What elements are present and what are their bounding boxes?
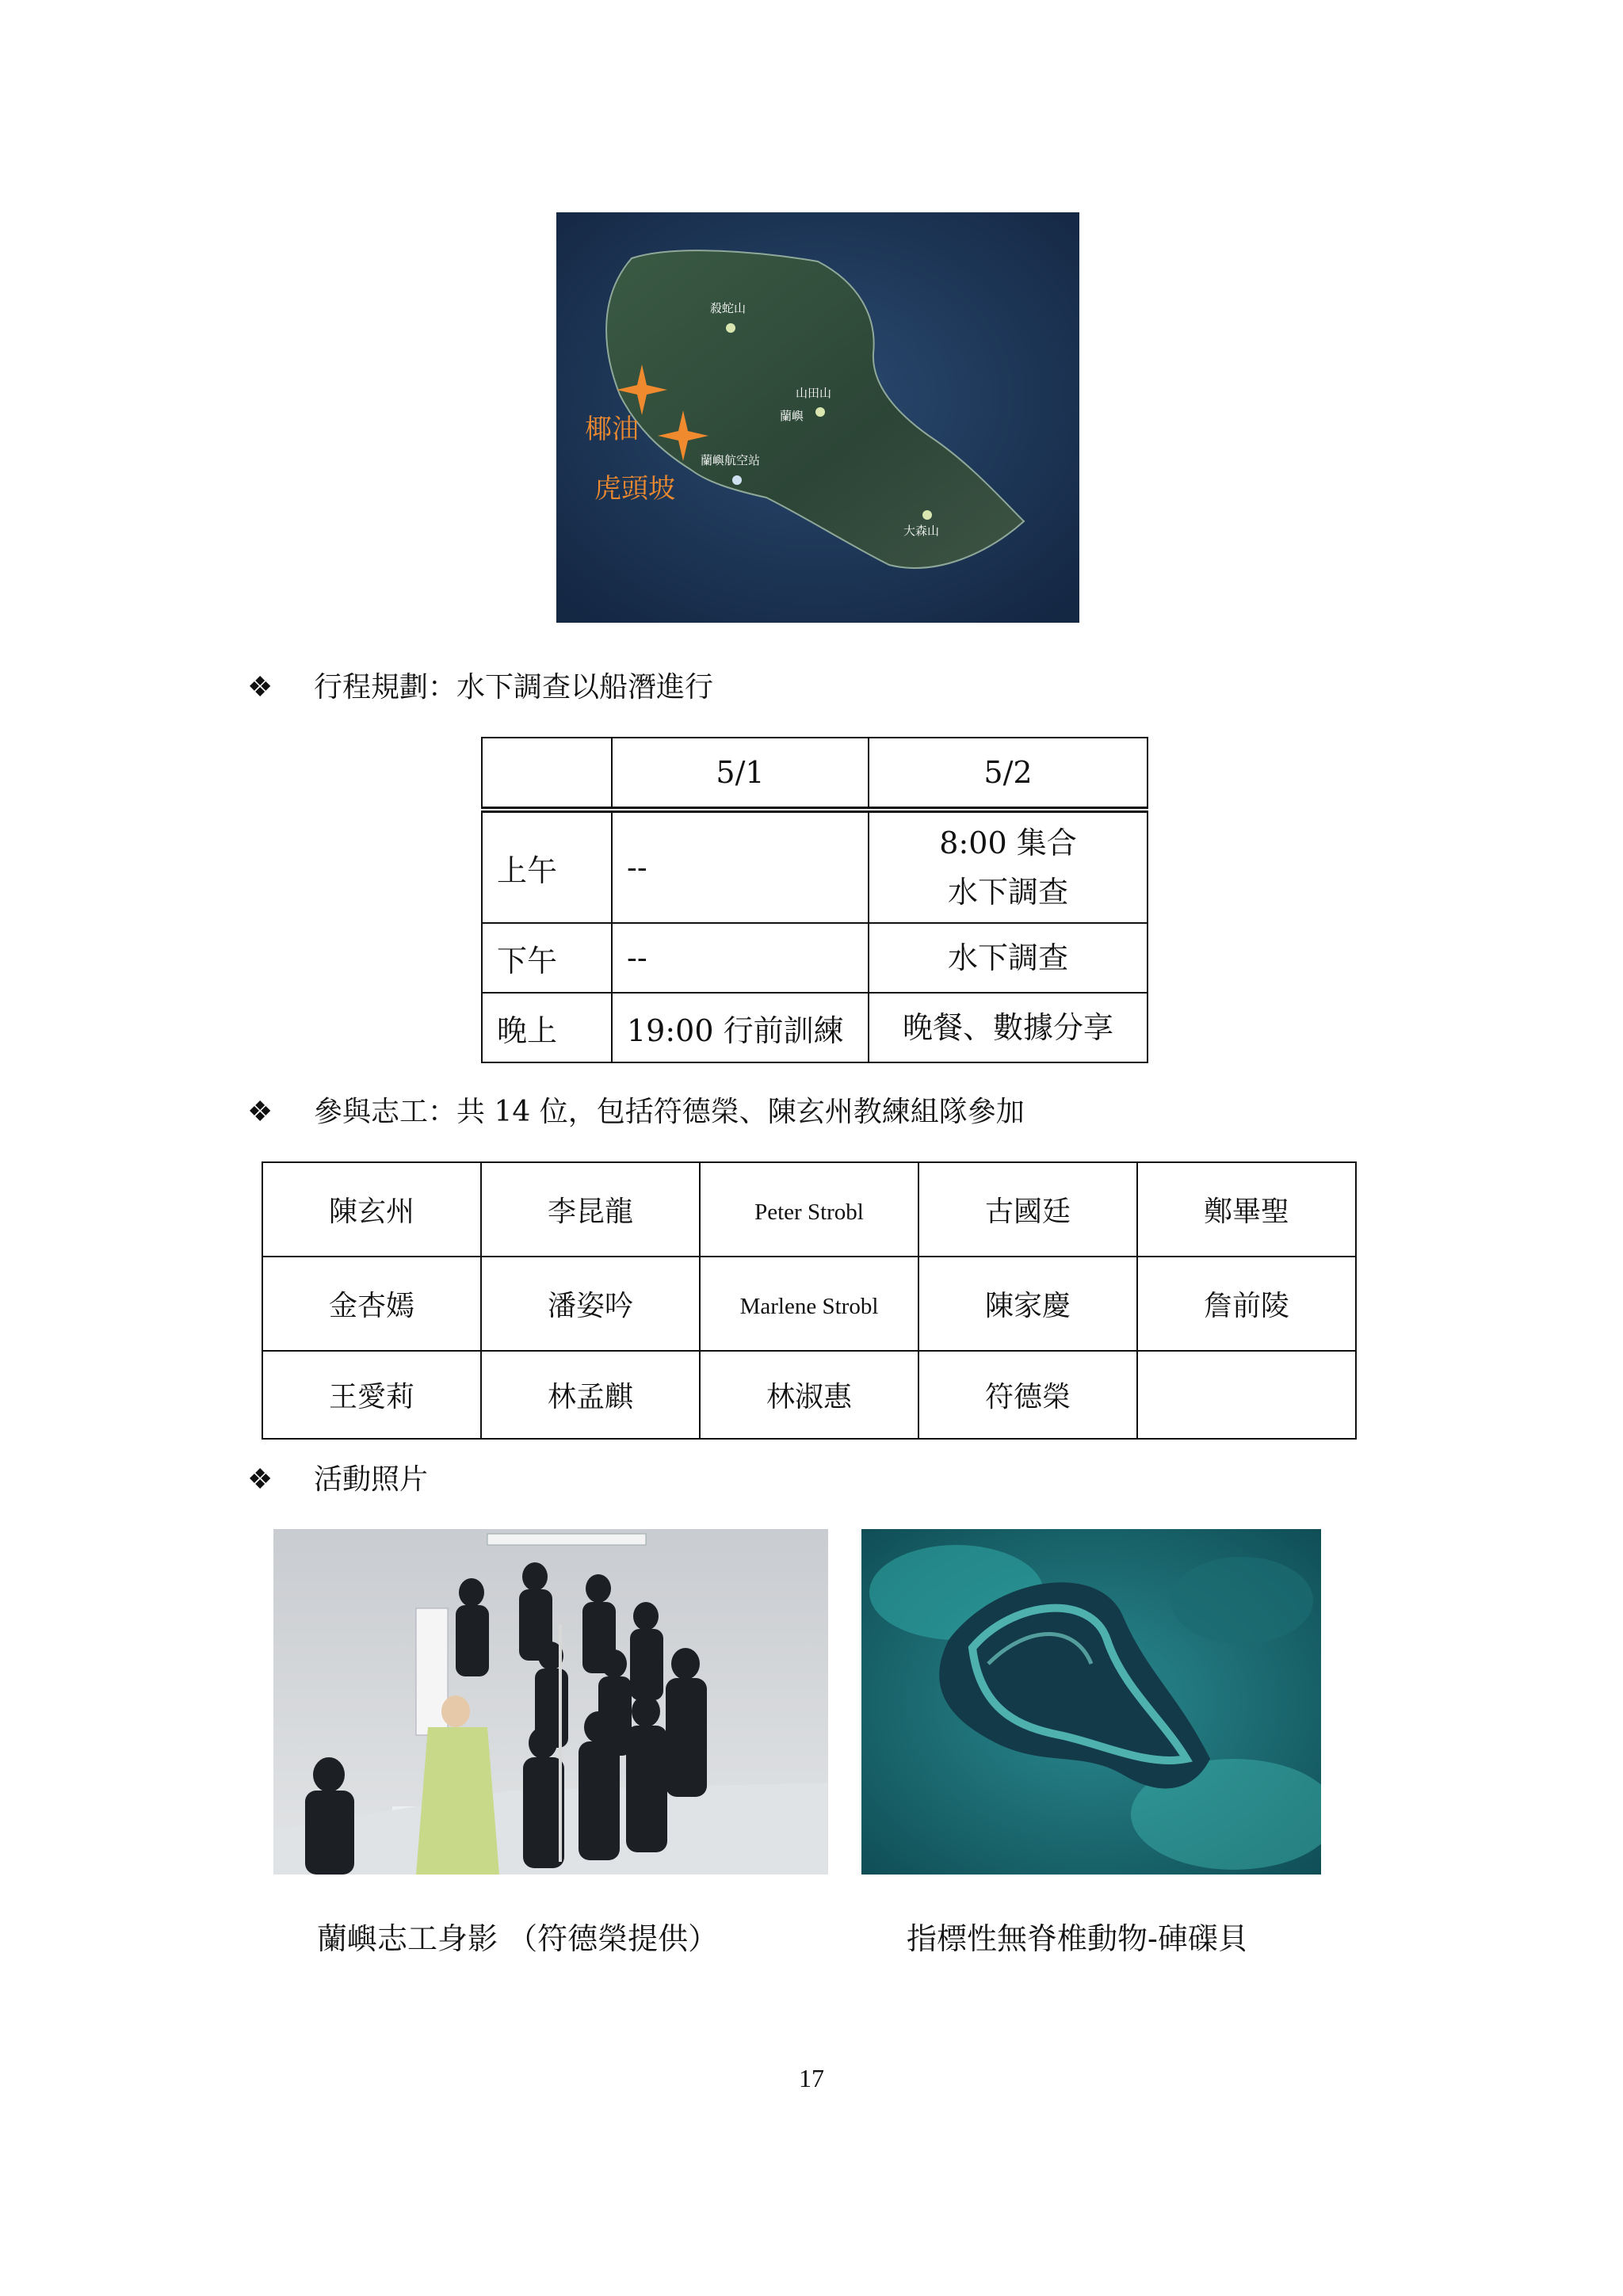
peak-marker xyxy=(726,323,735,333)
volunteer-name: 陳玄州 xyxy=(262,1162,481,1257)
volunteer-name: 林淑惠 xyxy=(700,1351,918,1439)
day1-cell: -- xyxy=(612,810,869,923)
map-peak-label-3: 大森山 xyxy=(903,524,940,538)
volunteer-name: 金杏嫣 xyxy=(262,1257,481,1351)
header-cell: 5/1 xyxy=(612,738,869,810)
day2-cell xyxy=(869,993,1148,1062)
table-row xyxy=(482,810,1148,923)
diamond-bullet-icon: ❖ xyxy=(247,1463,273,1496)
volunteer-name: 王愛莉 xyxy=(262,1351,481,1439)
day2-cell xyxy=(869,923,1148,993)
peak-marker xyxy=(922,510,932,520)
volunteer-name: 符德榮 xyxy=(918,1351,1137,1439)
map-peak-label-2: 山田山 xyxy=(796,386,832,400)
table-row xyxy=(262,1351,1356,1439)
row-label: 晚上 xyxy=(482,993,612,1062)
cell-line: 8:00 集合 xyxy=(939,826,1077,860)
map-airport-label: 蘭嶼航空站 xyxy=(701,453,761,467)
volunteer-name: 潘姿吟 xyxy=(481,1257,700,1351)
lanyu-map xyxy=(556,212,1079,623)
site-label-yeyou: 椰油 xyxy=(585,414,639,445)
volunteers-heading: ❖ 參與志工：共 14 位，包括符德榮、陳玄州教練組隊參加 xyxy=(247,1096,1025,1128)
volunteer-name xyxy=(1137,1351,1356,1439)
map-peak-label-1: 殺蛇山 xyxy=(710,301,747,315)
cell-line: 水下調查 xyxy=(947,940,1068,975)
page-number: 17 xyxy=(799,2064,824,2092)
table-row xyxy=(482,993,1148,1062)
site-label-hutoupo: 虎頭坡 xyxy=(594,473,675,505)
header-cell: 5/2 xyxy=(869,738,1148,810)
day1-cell: 19:00 行前訓練 xyxy=(612,993,869,1062)
day2-cell xyxy=(869,810,1148,923)
day1-cell: -- xyxy=(612,923,869,993)
group-photo-caption: 蘭嶼志工身影 （符德榮提供） xyxy=(317,1921,719,1956)
schedule-table xyxy=(481,737,1148,1063)
airport-marker xyxy=(732,475,742,485)
table-row xyxy=(262,1162,1356,1257)
photos-heading: ❖ 活動照片 xyxy=(247,1463,429,1496)
volunteer-group-photo xyxy=(273,1529,828,1875)
volunteer-name: 李昆龍 xyxy=(481,1162,700,1257)
header-cell xyxy=(482,738,612,810)
row-label: 下午 xyxy=(482,923,612,993)
volunteer-name: Marlene Strobl xyxy=(700,1257,918,1351)
clam-photo-caption: 指標性無脊椎動物-硨磲貝 xyxy=(907,1921,1248,1956)
peak-marker xyxy=(815,407,825,417)
volunteer-name: 詹前陵 xyxy=(1137,1257,1356,1351)
diamond-bullet-icon: ❖ xyxy=(247,671,273,704)
volunteer-name: Peter Strobl xyxy=(700,1162,918,1257)
table-header-row xyxy=(482,738,1148,810)
volunteers-table xyxy=(262,1161,1357,1440)
cell-line: 晚餐、數據分享 xyxy=(902,1010,1113,1045)
diamond-bullet-icon: ❖ xyxy=(247,1096,273,1128)
cell-line: 水下調查 xyxy=(947,875,1068,910)
table-row xyxy=(482,923,1148,993)
volunteer-name: 鄭畢聖 xyxy=(1137,1162,1356,1257)
volunteer-name: 林孟麒 xyxy=(481,1351,700,1439)
volunteer-name: 古國廷 xyxy=(918,1162,1137,1257)
map-village-label: 蘭嶼 xyxy=(780,409,804,423)
giant-clam-photo xyxy=(861,1529,1321,1875)
row-label: 上午 xyxy=(482,810,612,923)
volunteer-name: 陳家慶 xyxy=(918,1257,1137,1351)
table-row xyxy=(262,1257,1356,1351)
schedule-heading: ❖ 行程規劃：水下調查以船潛進行 xyxy=(247,671,714,704)
